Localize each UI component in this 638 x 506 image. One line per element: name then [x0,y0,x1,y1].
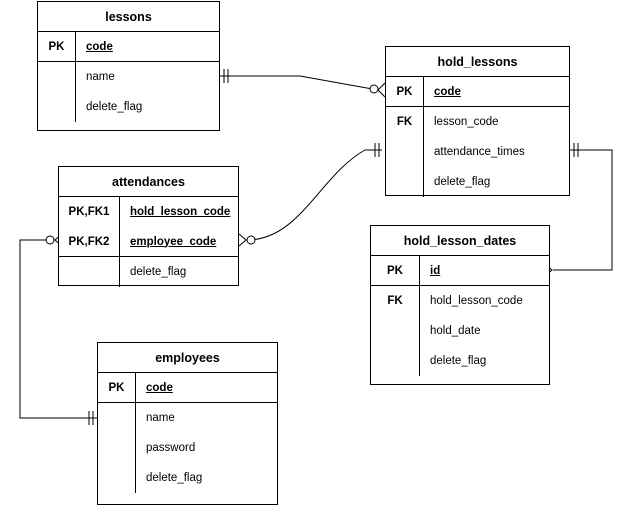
relationship-lessons-hold_lessons [220,69,385,97]
table-row [38,92,219,122]
row-key [98,403,135,433]
row-field: name [135,403,277,433]
row-field: delete_flag [419,346,549,376]
row-key [38,62,75,92]
row-field: lesson_code [423,107,569,137]
table-row [371,286,549,316]
row-field: code [75,32,219,61]
row-key [371,346,419,376]
entity-attendances[interactable] [58,166,239,286]
row-field: hold_lesson_code [419,286,549,316]
row-field: delete_flag [119,257,238,287]
table-row [371,316,549,346]
entity-title: hold_lessons [386,47,569,77]
table-row [371,256,549,286]
table-row [98,373,277,403]
row-field: delete_flag [135,463,277,493]
table-row [371,346,549,376]
table-row [38,62,219,92]
row-key: PK [396,85,413,98]
table-row [98,463,277,493]
row-field: attendance_times [423,137,569,167]
table-row [98,433,277,463]
row-field: password [135,433,277,463]
row-field: delete_flag [75,92,219,122]
row-key: FK [396,116,413,128]
row-field: id [419,256,549,285]
row-key: PK [48,40,65,53]
row-field: delete_flag [423,167,569,197]
row-key [386,137,423,167]
row-field: code [423,77,569,106]
entity-title: employees [98,343,277,373]
row-key: PK [387,264,403,277]
table-row [98,403,277,433]
table-row [38,32,219,62]
table-row [386,167,569,197]
entity-title: attendances [59,167,238,197]
row-field: name [75,62,219,92]
row-key [59,257,119,287]
row-key [386,167,423,197]
row-field: hold_lesson_code [119,197,238,227]
row-key [98,433,135,463]
row-key: PK,FK2 [68,235,110,248]
row-key: PK,FK1 [68,206,110,218]
entity-title: lessons [38,2,219,32]
entity-title: hold_lesson_dates [371,226,549,256]
table-row [59,197,238,227]
entity-hold_lessons[interactable] [385,46,570,196]
row-key: PK [108,381,125,394]
table-row [386,77,569,107]
row-key: FK [387,295,403,307]
table-row [59,257,238,287]
row-key [371,316,419,346]
table-row [386,107,569,137]
entity-employees[interactable] [97,342,278,505]
row-key [98,463,135,493]
table-row [59,227,238,257]
relationship-attendances-hold_lessons [239,143,382,246]
row-field: hold_date [419,316,549,346]
row-field: code [135,373,277,402]
table-row [386,137,569,167]
row-key [38,92,75,122]
entity-lessons[interactable] [37,1,220,131]
row-field: employee_code [119,227,238,256]
entity-hold_lesson_dates[interactable] [370,225,550,385]
